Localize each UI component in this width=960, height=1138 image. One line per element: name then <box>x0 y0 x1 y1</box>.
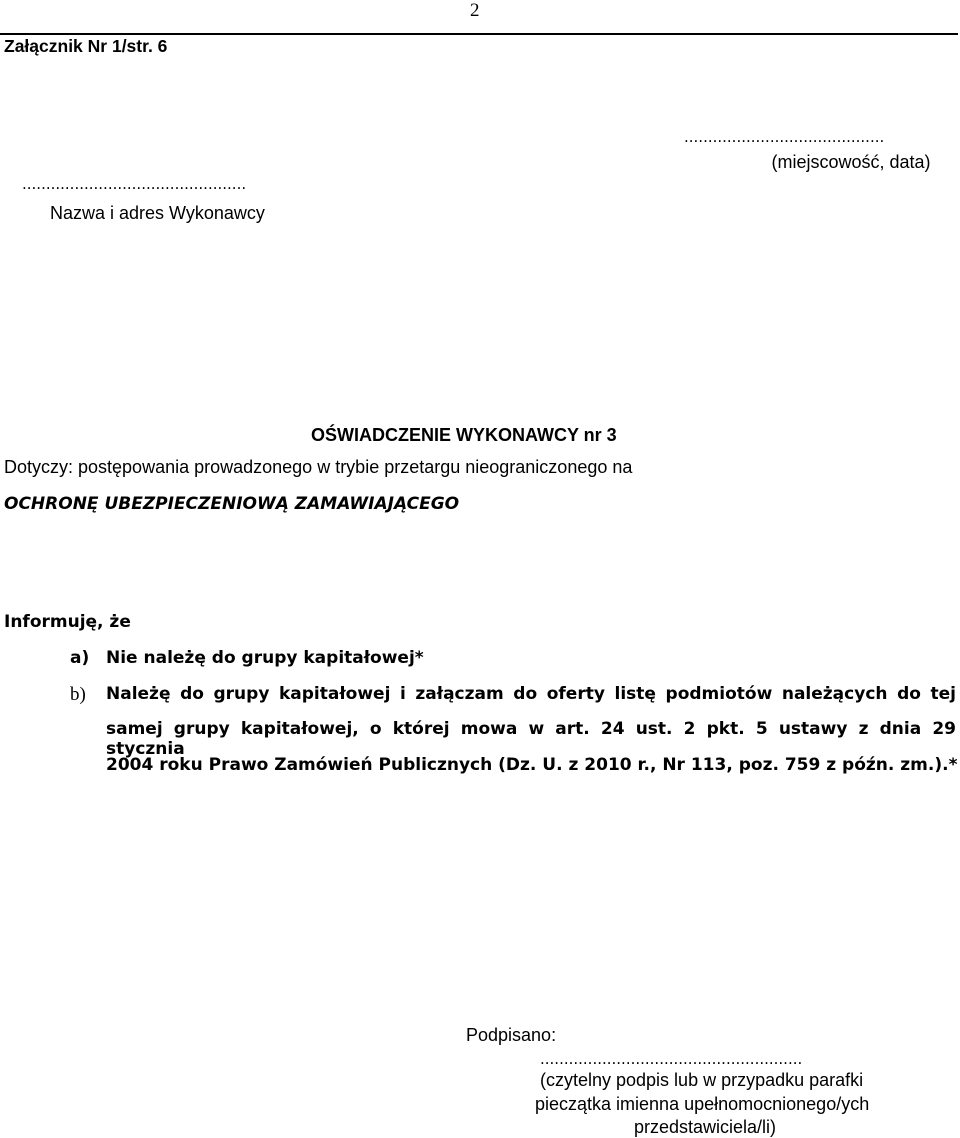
statement-title: OŚWIADCZENIE WYKONAWCY nr 3 <box>311 425 617 445</box>
contractor-label: Nazwa i adres Wykonawcy <box>50 203 265 223</box>
statement-subject-name: OCHRONĘ UBEZPIECZENIOWĄ ZAMAWIAJĄCEGO <box>4 494 460 514</box>
contractor-dots: ............................................... <box>22 175 247 193</box>
option-b-text-line-2: samej grupy kapitałowej, o której mowa w art. 24 ust. 2 pkt. 5 ustawy z dnia 29 stycznia <box>106 719 956 759</box>
header-rule <box>0 33 958 35</box>
attachment-label: Załącznik Nr 1/str. 6 <box>4 36 168 56</box>
statement-intro: Informuję, że <box>4 612 131 632</box>
option-a-text: Nie należę do grupy kapitałowej* <box>106 648 424 668</box>
signature-caption-line-1: (czytelny podpis lub w przypadku parafki <box>540 1070 864 1090</box>
signature-caption-line-2: pieczątka imienna upełnomocnionego/ych <box>535 1094 870 1114</box>
option-b-text-line-3: 2004 roku Prawo Zamówień Publicznych (Dz. U. z 2010 r., Nr 113, poz. 759 z późn. zm.).* <box>106 755 958 775</box>
place-date-label: (miejscowość, data) <box>771 152 931 172</box>
option-b-marker: b) <box>70 684 86 705</box>
statement-subject: Dotyczy: postępowania prowadzonego w trybie przetargu nieograniczonego na <box>4 457 633 477</box>
option-b-text-line-1: Należę do grupy kapitałowej i załączam do oferty listę podmiotów należących do tej <box>106 684 956 704</box>
option-a-marker: a) <box>70 648 90 668</box>
signature-dots: ....................................................... <box>540 1050 803 1068</box>
page-number: 2 <box>470 0 480 21</box>
place-date-dots: .......................................... <box>684 128 885 146</box>
signature-caption-line-3: przedstawiciela/li) <box>634 1117 777 1137</box>
signed-label: Podpisano: <box>466 1025 557 1045</box>
